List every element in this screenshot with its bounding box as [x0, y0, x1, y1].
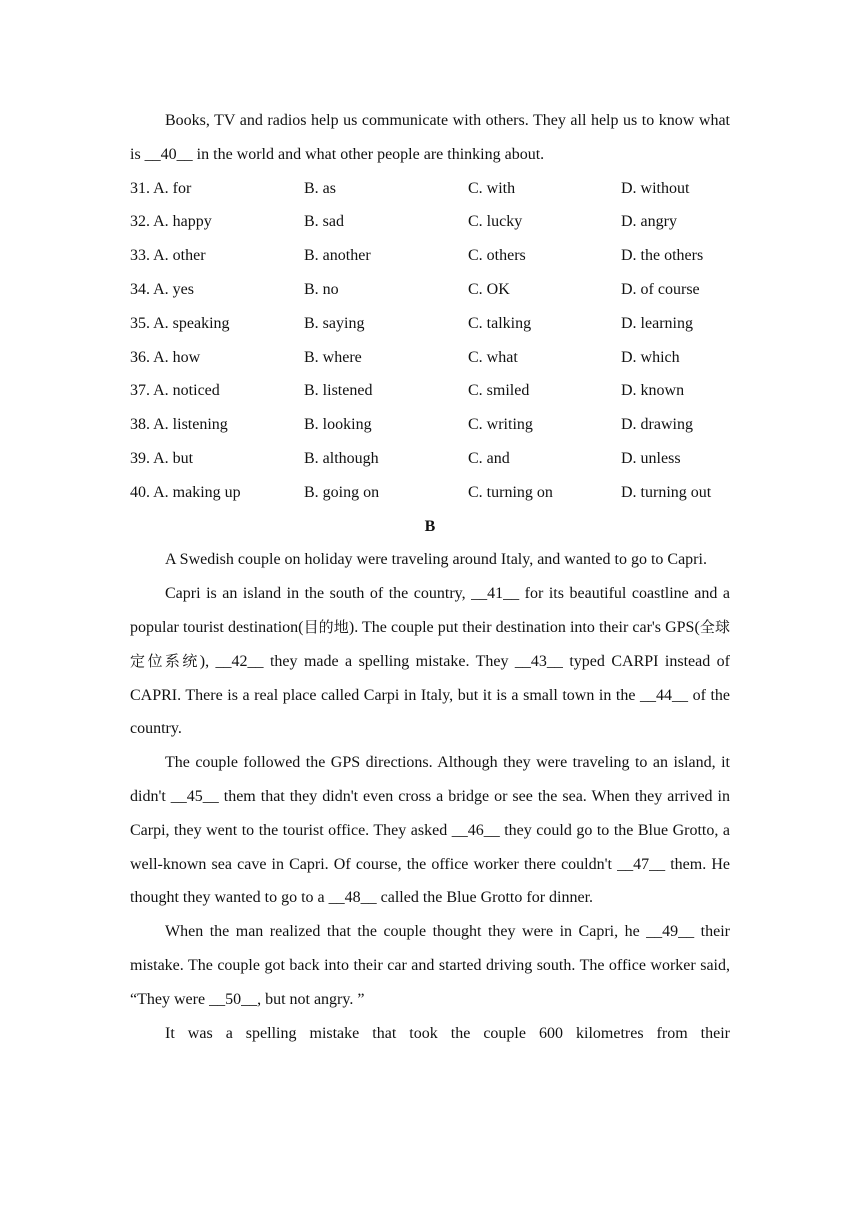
option-d: D. which — [621, 348, 680, 366]
option-row-39 — [130, 442, 730, 476]
option-d: D. drawing — [621, 416, 693, 434]
option-c: C. turning on — [468, 483, 553, 501]
option-row-37 — [130, 374, 730, 408]
option-b: B. as — [304, 179, 336, 197]
option-d: D. unless — [621, 449, 681, 467]
paragraph-text: ), __42__ they made a spelling mistake. They __43__ typed CARPI instead of CAPRI. There is a real place called Carpi in Italy, but it is a small town in the __44__ of the country. — [130, 652, 730, 738]
option-row-31 — [130, 172, 730, 206]
option-a: 32. A. happy — [130, 213, 212, 231]
passage-b-paragraph-5: It was a spelling mistake that took the couple 600 kilometres from their — [165, 1024, 730, 1042]
chinese-gloss: 目的地 — [303, 617, 349, 636]
paragraph-text: ). The couple put their destination into their car's GPS( — [348, 618, 700, 636]
option-row-36 — [130, 341, 730, 375]
option-d: D. without — [621, 179, 690, 197]
passage-b-paragraph-1: A Swedish couple on holiday were traveling around Italy, and wanted to go to Capri. — [165, 551, 707, 569]
passage-b-paragraph-4: When the man realized that the couple thought they were in Capri, he __49__ their mistake. The couple got back into their car and started driving south. The office worker said, “They were __50__, but not angry. ” — [130, 923, 730, 1008]
option-a: 39. A. but — [130, 449, 194, 467]
chinese-gloss: 全球定位系统 — [130, 617, 730, 670]
option-d: D. learning — [621, 314, 693, 332]
option-c: C. talking — [468, 314, 532, 332]
intro-paragraph: Books, TV and radios help us communicate with others. They all help us to know what is __40__ in the world and what other people are thinking about. — [130, 112, 730, 163]
option-a: 33. A. other — [130, 247, 206, 265]
option-a: 37. A. noticed — [130, 382, 220, 400]
option-d: D. the others — [621, 247, 704, 265]
passage-b-paragraph-3: The couple followed the GPS directions. Although they were traveling to an island, it didn't __45__ them that they didn't even cross a bridge or see the sea. When they arrived in Carpi, they went to the tourist office. They asked __46__ they could go to the Blue Grotto, a well-known sea cave in Capri. Of course, the office worker there couldn't __47__ them. He thought they wanted to go to a __48__ called the Blue Grotto for dinner. — [130, 754, 730, 907]
option-b: B. although — [304, 449, 379, 467]
option-b: B. another — [304, 247, 371, 265]
option-c: C. OK — [468, 280, 510, 298]
option-c: C. with — [468, 179, 516, 197]
options-table — [130, 172, 730, 510]
option-a: 35. A. speaking — [130, 314, 230, 332]
option-c: C. lucky — [468, 213, 523, 231]
option-a: 34. A. yes — [130, 280, 194, 298]
option-b: B. saying — [304, 314, 365, 332]
option-b: B. sad — [304, 213, 344, 231]
option-b: B. going on — [304, 483, 380, 501]
option-a: 31. A. for — [130, 179, 192, 197]
option-d: D. angry — [621, 213, 677, 231]
option-a: 38. A. listening — [130, 416, 228, 434]
option-row-35 — [130, 307, 730, 341]
option-c: C. smiled — [468, 382, 530, 400]
document-page — [130, 104, 730, 1050]
option-row-38 — [130, 408, 730, 442]
option-c: C. writing — [468, 416, 533, 434]
option-a: 40. A. making up — [130, 483, 241, 501]
passage-b-paragraph-2 — [130, 577, 730, 746]
option-a: 36. A. how — [130, 348, 201, 366]
option-b: B. no — [304, 280, 339, 298]
option-d: D. known — [621, 382, 685, 400]
option-row-32 — [130, 205, 730, 239]
option-b: B. where — [304, 348, 362, 366]
option-d: D. turning out — [621, 483, 712, 501]
option-row-34 — [130, 273, 730, 307]
paragraph-text: Capri is an island in the south of the country, __41__ for its beautiful coastline and a popular tourist destination( — [130, 585, 730, 636]
option-row-33 — [130, 239, 730, 273]
option-d: D. of course — [621, 280, 700, 298]
option-b: B. listened — [304, 382, 373, 400]
option-c: C. and — [468, 449, 510, 467]
option-c: C. others — [468, 247, 526, 265]
section-title: B — [424, 517, 436, 535]
option-b: B. looking — [304, 416, 372, 434]
option-c: C. what — [468, 348, 518, 366]
option-row-40 — [130, 476, 730, 510]
